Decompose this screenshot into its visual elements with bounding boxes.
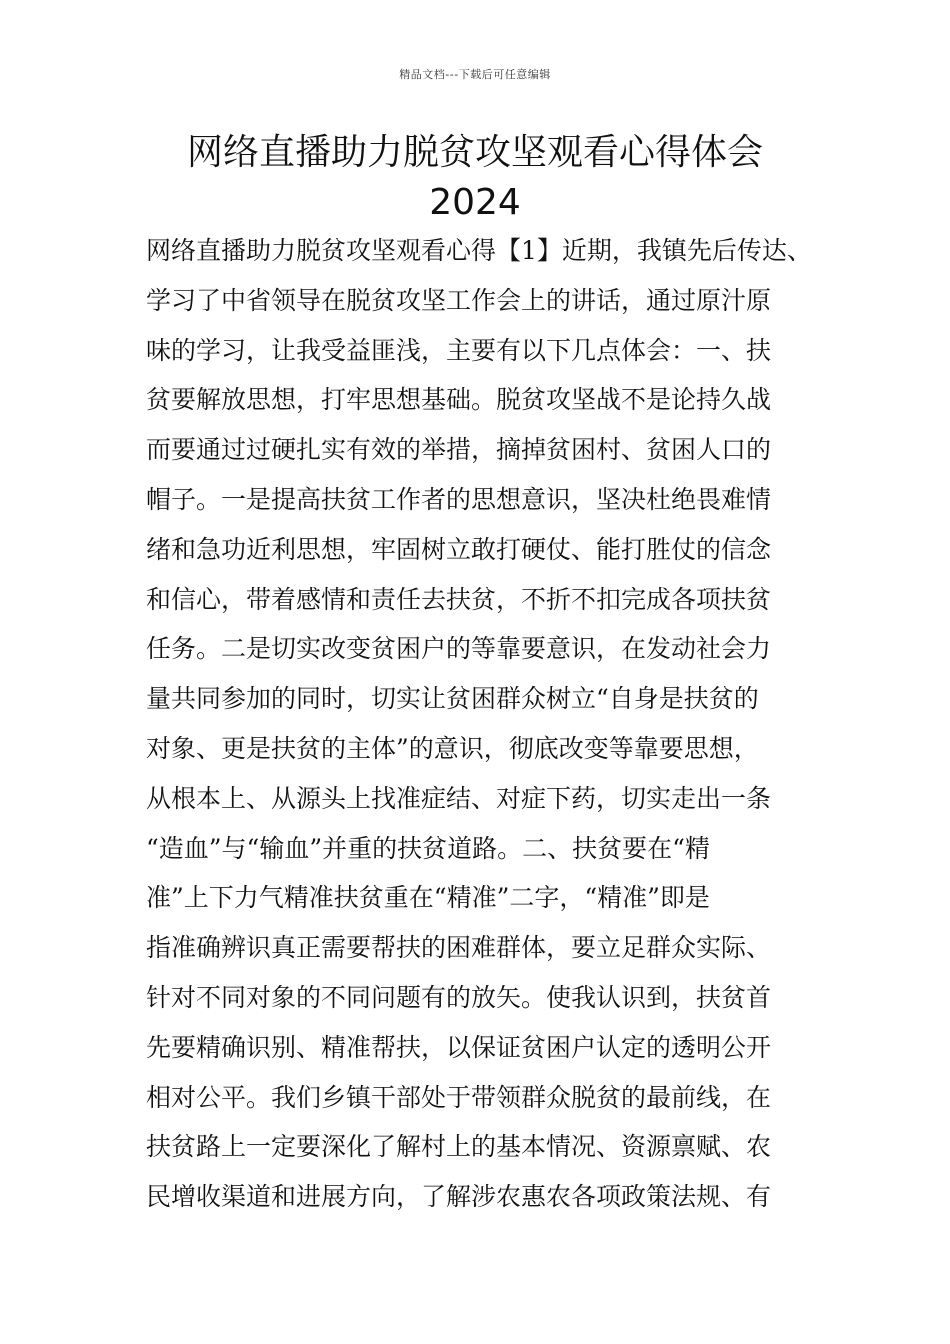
body-line: 针对不同对象的不同问题有的放矢。使我认识到，扶贫首: [146, 982, 772, 1012]
body-line: 民增收渠道和进展方向，了解涉农惠农各项政策法规、有: [146, 1182, 772, 1212]
body-line: 学习了中省领导在脱贫攻坚工作会上的讲话，通过原汁原: [146, 285, 772, 315]
header-note: 精品文档---下载后可任意编辑: [399, 68, 551, 81]
body-line: 帽子。一是提高扶贫工作者的思想意识，坚决杜绝畏难情: [146, 484, 772, 514]
body-line: 先要精确识别、精准帮扶，以保证贫困户认定的透明公开: [146, 1032, 772, 1062]
body-text: [146, 226, 826, 1222]
body-line: “造血”与“输血”并重的扶贫道路。二、扶贫要在“精: [146, 833, 710, 863]
body-line: 对象、更是扶贫的主体”的意识，彻底改变等靠要思想，: [146, 733, 759, 763]
body-line: 贫要解放思想，打牢思想基础。脱贫攻坚战不是论持久战: [146, 385, 772, 415]
title-line-2: 2024: [429, 182, 521, 223]
body-line: 从根本上、从源头上找准症结、对症下药，切实走出一条: [146, 783, 772, 813]
body-line: 扶贫路上一定要深化了解村上的基本情况、资源禀赋、农: [146, 1132, 772, 1162]
body-line: 指准确辨识真正需要帮扶的困难群体，要立足群众实际、: [146, 933, 772, 963]
title-line-1: 网络直播助力脱贫攻坚观看心得体会: [186, 132, 763, 173]
document-title: [0, 128, 950, 228]
body-line: 而要通过过硬扎实有效的举措，摘掉贫困村、贫困人口的: [146, 435, 772, 465]
body-line: 任务。二是切实改变贫困户的等靠要意识，在发动社会力: [146, 634, 772, 664]
body-line: 绪和急功近利思想，牢固树立敢打硬仗、能打胜仗的信念: [146, 534, 772, 564]
body-line: 和信心，带着感情和责任去扶贫，不折不扣完成各项扶贫: [146, 584, 772, 614]
body-line: 量共同参加的同时，切实让贫困群众树立“自身是扶贫的: [146, 684, 759, 714]
body-line: 网络直播助力脱贫攻坚观看心得【1】近期，我镇先后传达、: [146, 236, 812, 265]
body-line: 相对公平。我们乡镇干部处于带领群众脱贫的最前线，在: [146, 1082, 772, 1112]
body-line: 准”上下力气精准扶贫重在“精准”二字，“精准”即是: [146, 883, 710, 913]
body-line: 味的学习，让我受益匪浅，主要有以下几点体会：一、扶: [146, 335, 772, 365]
